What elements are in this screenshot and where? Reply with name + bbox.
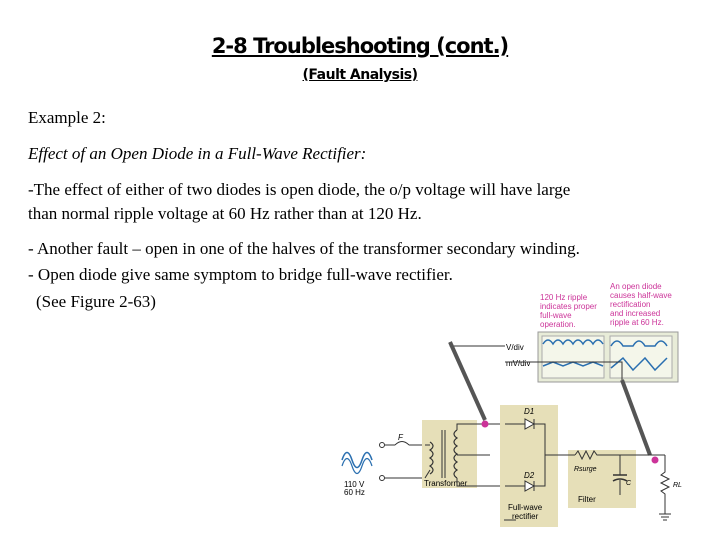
transformer-box — [422, 420, 477, 488]
example-label: Example 2: — [28, 108, 106, 127]
bullet-bridge-symptom: - Open diode give same symptom to bridge full-wave rectifier. — [28, 265, 453, 284]
probe-contact-point — [482, 421, 489, 428]
rectifier-label-2: rectifier — [512, 512, 539, 521]
paragraph-line-1: -The effect of either of two diodes is open diode, the o/p voltage will have large — [28, 180, 571, 199]
note-right-line: causes half-wave — [610, 291, 672, 300]
example-heading: Effect of an Open Diode in a Full-Wave Rectifier: — [28, 144, 367, 163]
scope-label-mv: mV/div — [506, 359, 531, 368]
note-right-line: An open diode — [610, 282, 662, 291]
capacitor-label: C — [626, 480, 632, 487]
probe-right[interactable] — [622, 380, 650, 455]
rectifier-label-1: Full-wave — [508, 503, 543, 512]
slide-title: 2-8 Troubleshooting (cont.) — [211, 34, 509, 58]
fuse-label: F — [398, 433, 403, 442]
paragraph-line-2: than normal ripple voltage at 60 Hz rather than at 120 Hz. — [28, 204, 422, 223]
note-right-line: and increased — [610, 309, 661, 318]
transformer-label: Transformer — [424, 479, 468, 488]
ac-source-icon — [342, 459, 372, 474]
source-frequency-label: 60 Hz — [344, 488, 365, 497]
rectifier-figure — [330, 280, 690, 530]
note-left-line: 120 Hz ripple — [540, 293, 588, 302]
scope-label-v: V/div — [506, 343, 524, 352]
source-voltage-label: 110 V — [344, 480, 365, 489]
note-right-line: rectification — [610, 300, 651, 309]
d2-label: D2 — [524, 471, 535, 480]
probe-left[interactable] — [450, 342, 485, 420]
probe-wire — [450, 342, 505, 346]
note-left — [540, 293, 597, 329]
plug-terminal — [380, 476, 385, 481]
note-right — [610, 282, 672, 327]
ac-source-icon — [342, 453, 372, 468]
figure-reference: (See Figure 2-63) — [36, 292, 156, 311]
rsurge-label: Rsurge — [574, 466, 597, 473]
slide-subtitle: (Fault Analysis) — [302, 67, 418, 83]
bullet-transformer-fault: - Another fault – open in one of the halves of the transformer secondary winding. — [28, 239, 580, 258]
d1-label: D1 — [524, 407, 535, 416]
load-resistor-icon — [661, 455, 669, 508]
note-right-line: ripple at 60 Hz. — [610, 318, 664, 327]
oscilloscope-screens — [506, 332, 678, 382]
note-left-line: operation. — [540, 320, 576, 329]
fuse-icon — [385, 442, 425, 446]
note-left-line: indicates proper — [540, 302, 597, 311]
note-left-line: full-wave — [540, 311, 572, 320]
plug-terminal — [380, 443, 385, 448]
filter-label: Filter — [578, 495, 596, 504]
probe-contact-point — [652, 457, 659, 464]
load-resistor-label: RL — [673, 482, 682, 489]
